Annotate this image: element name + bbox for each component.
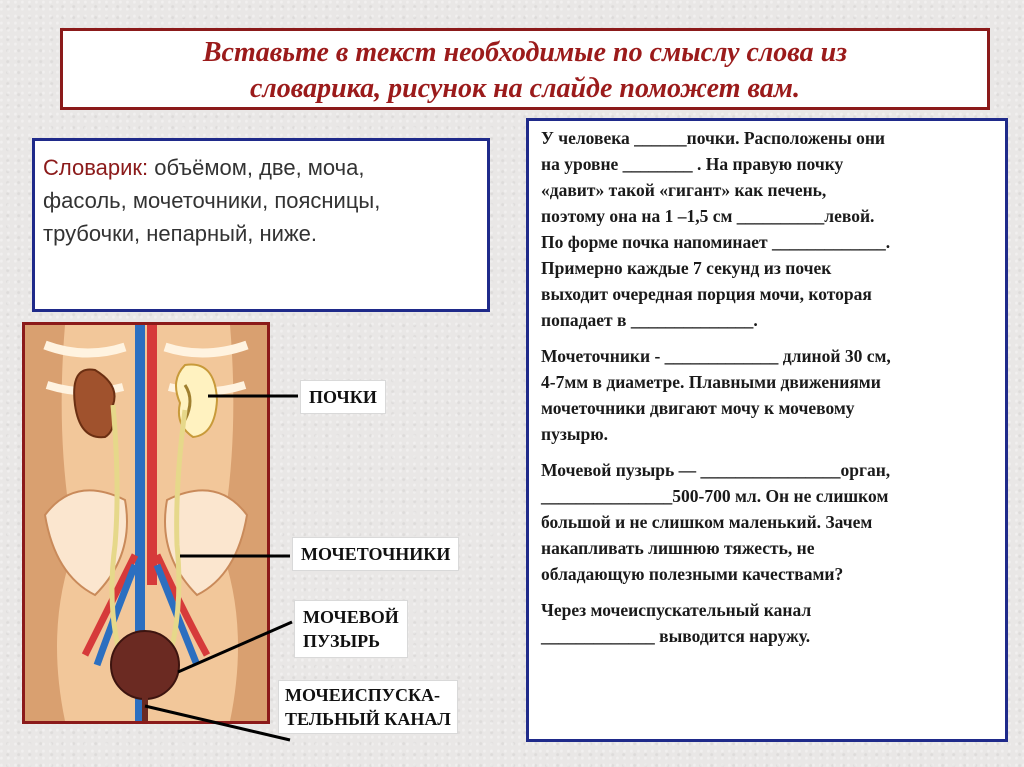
text-line: _______________500-700 мл. Он не слишком [541, 486, 889, 506]
exercise-text-box [526, 118, 1008, 742]
text-line: Мочеточники - _____________ длиной 30 см, [541, 346, 891, 366]
label-urethra-line-1: МОЧЕИСПУСКА- [285, 685, 441, 705]
text-line: попадает в ______________. [541, 310, 758, 330]
title-line-2: словарика, рисунок на слайде поможет вам. [249, 73, 800, 104]
label-bladder [294, 600, 408, 658]
text-line: Мочевой пузырь — ________________орган, [541, 460, 891, 480]
text-line: У человека ______почки. Расположены они [541, 128, 886, 148]
text-line: _____________ выводится наружу. [541, 626, 811, 646]
text-line: большой и не слишком маленький. Зачем [541, 512, 873, 532]
text-line: мочеточники двигают мочу к мочевому [541, 398, 855, 418]
text-line: обладающую полезными качествами? [541, 564, 844, 584]
text-line: «давит» такой «гигант» как печень, [541, 180, 827, 200]
text-line: поэтому она на 1 –1,5 см __________левой. [541, 206, 875, 226]
text-line: Через мочеиспускательный канал [541, 600, 812, 620]
text-line: Примерно каждые 7 секунд из почек [541, 258, 832, 278]
title-line-1: Вставьте в текст необходимые по смыслу слова из [202, 37, 848, 68]
text-line: выходит очередная порция мочи, которая [541, 284, 872, 304]
paragraph-kidneys [541, 125, 993, 333]
paragraph-ureters [541, 343, 993, 447]
label-kidneys: ПОЧКИ [300, 380, 386, 414]
label-bladder-line-2: ПУЗЫРЬ [303, 631, 381, 651]
vocab-words-1: объёмом, две, моча, [148, 155, 365, 180]
paragraph-bladder [541, 457, 993, 587]
paragraph-urethra [541, 597, 993, 649]
text-line: на уровне ________ . На правую почку [541, 154, 844, 174]
text-line: 4-7мм в диаметре. Плавными движениями [541, 372, 881, 392]
vocab-words-3: трубочки, непарный, ниже. [43, 221, 318, 246]
text-line: накапливать лишнюю тяжесть, не [541, 538, 815, 558]
label-bladder-line-1: МОЧЕВОЙ [303, 607, 399, 627]
text-line: По форме почка напоминает _____________. [541, 232, 891, 252]
text-line: пузырю. [541, 424, 609, 444]
label-ureters: МОЧЕТОЧНИКИ [292, 537, 459, 571]
vocab-words-2: фасоль, мочеточники, поясницы, [43, 188, 381, 213]
label-urethra-line-2: ТЕЛЬНЫЙ КАНАЛ [285, 709, 451, 729]
vocab-label: Словарик: [43, 155, 149, 180]
label-urethra [278, 680, 458, 734]
